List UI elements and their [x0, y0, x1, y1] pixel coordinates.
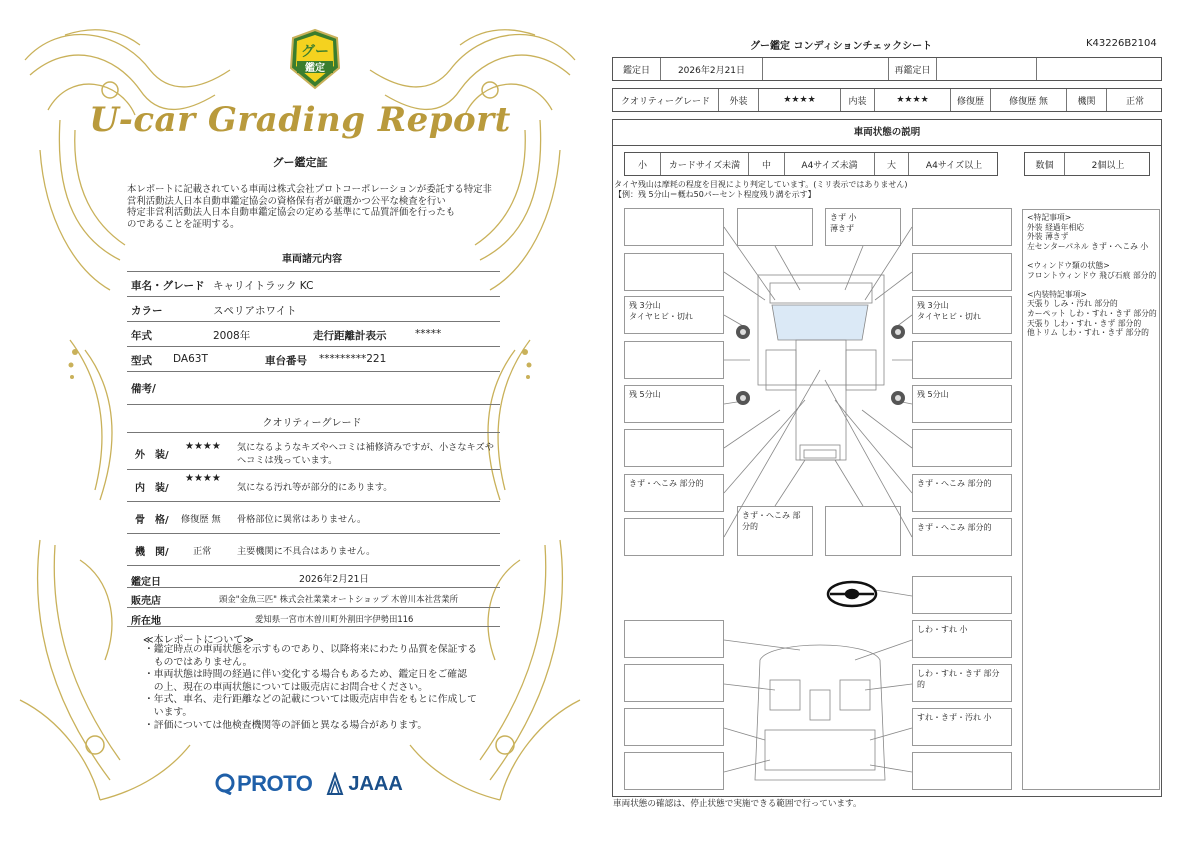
damage-box-left-lower: きず・へこみ 部分的: [624, 474, 724, 512]
size-small-desc: カードサイズ未満: [661, 153, 749, 175]
size-large-desc: A4サイズ以上: [925, 160, 983, 171]
appraisal-date-value: 2026年2月21日: [661, 58, 763, 80]
quality-grade-table: [612, 88, 1162, 112]
interior-box: [624, 752, 724, 790]
quality-row-engine: 機 関/ 正常 主要機関に不具合はありません。: [127, 533, 500, 565]
damage-box: [912, 208, 1012, 246]
spec-row-year: 年式 2008年 走行距離計表示 *****: [127, 321, 500, 346]
count-label: 数個: [1025, 153, 1065, 175]
reappraisal-date-value: [937, 58, 1037, 80]
tire-note: タイヤ残山は摩耗の程度を目視により判定しています。(ミリ表示ではありません) 【例：残 5分山＝概ね50パーセント程度残り溝を示す】: [614, 180, 908, 199]
sheet-title: グー鑑定 コンディションチェックシート: [750, 41, 933, 52]
divider: [127, 626, 500, 627]
logo-bar: [215, 766, 403, 802]
damage-box: [912, 429, 1012, 467]
appraisal-date-row: 鑑定日 2026年2月21日: [127, 565, 500, 587]
damage-box-right-lower-1: きず・へこみ 部分的: [912, 474, 1012, 512]
grade-label: クオリティーグレード: [613, 89, 719, 111]
damage-box-right-front-tire: 残 3分山 タイヤヒビ・切れ: [912, 296, 1012, 334]
certificate-text: 本レポートに記載されている車両は株式会社プロトコーポレーションが委託する特定非 営利活動法人日本自動車鑑定協会の資格保有者が厳選かつ公平な検査を行い 特定非営利活動法人日本自動車鑑定協会の定める基準にて品質評価を行ったも のであることを証明する。: [127, 184, 492, 230]
exterior-label: 外装: [719, 89, 759, 111]
jaaa-logo-text: JAAA: [348, 772, 403, 795]
count-legend: [1024, 152, 1150, 176]
damage-box-left-rear-tire: 残 5分山: [624, 385, 724, 423]
report-title: U-car Grading Report: [89, 100, 511, 140]
size-medium: 中: [749, 153, 785, 175]
quality-row-frame: 骨 格/ 修復歴 無 骨格部位に異常はありません。: [127, 501, 500, 533]
sheet-id: K43226B2104: [1086, 38, 1157, 49]
damage-box: [825, 506, 901, 556]
size-medium-desc: A4サイズ未満: [785, 153, 875, 175]
notes-title: ≪本レポートについて≫: [143, 635, 254, 646]
certificate-title: グー鑑定証: [272, 156, 328, 169]
proto-logo-icon: [215, 773, 235, 795]
damage-box: [624, 341, 724, 379]
divider: [127, 404, 500, 405]
damage-box: [912, 253, 1012, 291]
interior-box: [624, 664, 724, 702]
jaaa-logo-icon: [326, 772, 344, 796]
badge-top-text: グー: [301, 44, 329, 60]
repair-label: 修復歴: [951, 89, 991, 111]
damage-box-bottom-center: きず・へこみ 部分的: [737, 506, 813, 556]
engine-label: 機関: [1067, 89, 1107, 111]
interior-box: [624, 708, 724, 746]
panel-title: 車両状態の説明: [613, 120, 1161, 146]
spec-section-title: 車両諸元内容: [282, 254, 342, 265]
damage-box: [624, 208, 724, 246]
interior-box: [912, 752, 1012, 790]
engine-value: 正常: [1125, 96, 1144, 107]
sheet-footer: 車両状態の確認は、停止状態で実施できる範囲で行っています。: [613, 799, 862, 809]
address-row: 所在地 愛知県一宮市木曽川町外割田字伊勢田116: [127, 607, 500, 627]
interior-box-2: しわ・すれ・きず 部分的: [912, 664, 1012, 702]
appraisal-date-table: [612, 57, 1162, 81]
damage-box: [624, 253, 724, 291]
empty-cell: [763, 58, 889, 80]
quality-row-exterior: 外 装/ ★★★★ 気になるようなキズやヘコミは補修済みですが、小さなキズや ヘコミは残っています。: [127, 432, 500, 469]
count-desc: 2個以上: [1091, 160, 1125, 171]
damage-box-right-lower-2: きず・へこみ 部分的: [912, 518, 1012, 556]
size-large: 大: [875, 153, 909, 175]
repair-value: 修復歴 無: [991, 89, 1067, 111]
damage-box: [737, 208, 813, 246]
special-notes: <特記事項> 外装 経過年相応 外装 薄きず 左センターパネル きず・へこみ 小 <ウィンドウ類の状態> フロントウィンドウ 飛び石痕 部分的 <内装特記事項> 天張り しみ・汚れ 部分的 カーペット しわ・すれ・きず 部分的 天張り しわ・すれ・きず 部分的 他トリム しわ・すれ・きず 部分的: [1022, 209, 1160, 790]
goo-appraisal-badge-icon: [287, 28, 343, 90]
interior-box: [912, 576, 1012, 614]
proto-logo-text: PROTO: [237, 771, 313, 796]
reappraisal-date-label: 再鑑定日: [889, 58, 937, 80]
quality-grade-title: クオリティーグレード: [262, 418, 362, 429]
size-small: 小: [625, 153, 661, 175]
exterior-stars: ★★★★: [759, 89, 841, 111]
quality-row-interior: 内 装/ ★★★★ 気になる汚れ等が部分的にあります。: [127, 469, 500, 501]
spec-row-color: カラー スペリアホワイト: [127, 296, 500, 321]
appraisal-date-label: 鑑定日: [613, 58, 661, 80]
damage-box-top-center: きず 小 薄きず: [825, 208, 901, 246]
damage-box: [624, 429, 724, 467]
damage-box-right-rear-tire: 残 5分山: [912, 385, 1012, 423]
interior-box: [624, 620, 724, 658]
damage-box: [624, 518, 724, 556]
damage-box: [912, 341, 1012, 379]
damage-box-left-front-tire: 残 3分山 タイヤヒビ・切れ: [624, 296, 724, 334]
damage-size-legend: [624, 152, 998, 176]
dealer-row: 販売店 頭金"金魚三匹" 株式会社業業オートショップ 木曽川本社営業所: [127, 587, 500, 607]
report-notes: ・鑑定時点の車両状態を示すものであり、以降将来にわたり品質を保証する ものではありません。 ・車両状態は時間の経過に伴い変化する場合もあるため、鑑定日をご確認 の上、現在の車両状態については販売店にお問合せください。 ・年式、車名、走行距離などの記載については販売店申告をもとに作成して います。 ・評価については他検査機関等の評価と異なる場合があります。: [144, 644, 478, 731]
empty-cell: [1037, 58, 1163, 80]
interior-box-3: すれ・きず・汚れ 小: [912, 708, 1012, 746]
badge-bottom-text: 鑑定: [305, 63, 325, 74]
spec-row-name: 車名・グレード キャリイトラック KC: [127, 271, 500, 296]
spec-row-model: 型式 DA63T 車台番号 *********221: [127, 346, 500, 371]
interior-label: 内装: [841, 89, 875, 111]
interior-stars: ★★★★: [875, 89, 951, 111]
spec-row-remarks: 備考/: [127, 371, 500, 406]
interior-box-1: しわ・すれ 小: [912, 620, 1012, 658]
condition-check-sheet: [600, 0, 1200, 848]
